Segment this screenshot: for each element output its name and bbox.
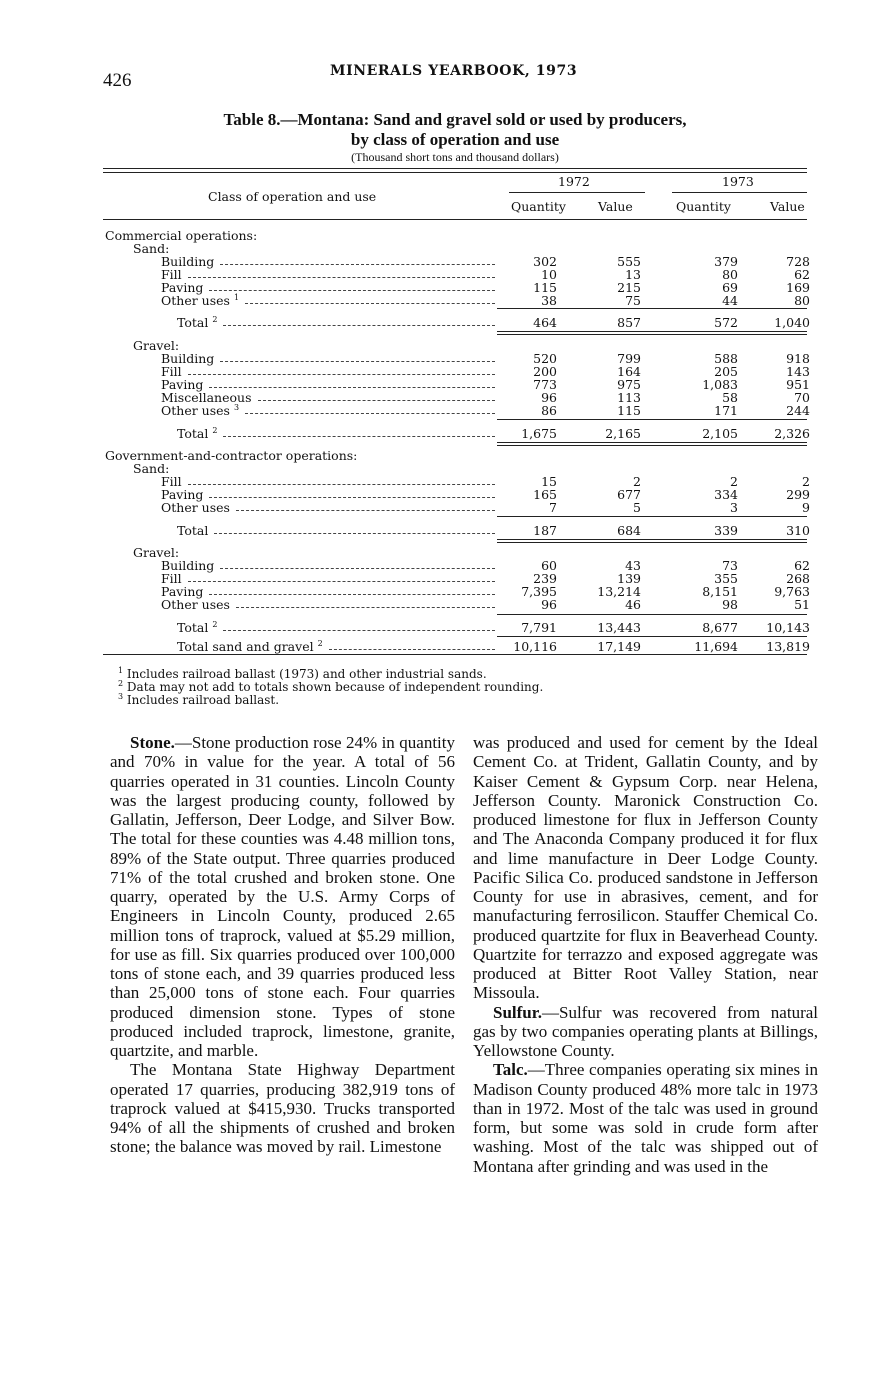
row-label: Paving xyxy=(161,280,204,295)
table-row xyxy=(0,242,871,255)
cell-value: 379 xyxy=(714,254,738,269)
dot-leader xyxy=(214,533,495,534)
dot-leader xyxy=(209,387,495,388)
year2-rule xyxy=(672,192,807,193)
table-title-line1: Table 8.—Montana: Sand and gravel sold or used by producers, xyxy=(223,110,687,129)
table-top-rule-2 xyxy=(103,172,807,173)
dot-leader xyxy=(209,290,495,291)
table-row xyxy=(0,281,871,294)
cell-value: 334 xyxy=(714,487,738,502)
row-label: Gravel: xyxy=(133,545,180,560)
page-number: 426 xyxy=(103,70,132,91)
cell-value: 9 xyxy=(802,500,810,515)
cell-value: 60 xyxy=(541,558,557,573)
table-row xyxy=(0,559,871,572)
cell-value: 69 xyxy=(722,280,738,295)
col-value-1972: Value xyxy=(598,199,633,214)
cell-value: 677 xyxy=(617,487,641,502)
row-label: Other uses xyxy=(161,597,230,612)
running-head: MINERALS YEARBOOK, 1973 xyxy=(330,63,578,79)
cell-value: 10,116 xyxy=(513,639,557,654)
table-rule xyxy=(497,331,807,332)
cell-value: 355 xyxy=(714,571,738,586)
row-label: Fill xyxy=(161,364,182,379)
row-label: Total $^2$ xyxy=(177,425,218,441)
dot-leader xyxy=(236,510,495,511)
table-row xyxy=(0,255,871,268)
cell-value: 96 xyxy=(541,390,557,405)
cell-value: 44 xyxy=(722,293,738,308)
cell-value: 728 xyxy=(786,254,810,269)
stone-paragraph-2: The Montana State Highway Department operated 17 quarries, producing 382,919 tons of traprock valued at $415,930. Trucks transported 94% of all the shipments of crushed and broken stone; the balance was moved by rail. Limestone xyxy=(110,1060,455,1157)
table-row xyxy=(0,640,871,653)
row-label: Paving xyxy=(161,584,204,599)
cell-value: 205 xyxy=(714,364,738,379)
cell-value: 951 xyxy=(786,377,810,392)
cell-value: 80 xyxy=(722,267,738,282)
cell-value: 572 xyxy=(714,315,738,330)
row-label: Fill xyxy=(161,474,182,489)
cell-value: 62 xyxy=(794,267,810,282)
cell-value: 7,395 xyxy=(521,584,557,599)
cell-value: 75 xyxy=(625,293,641,308)
row-label: Gravel: xyxy=(133,338,180,353)
table-row xyxy=(0,352,871,365)
table-row xyxy=(0,449,871,462)
row-label: Sand: xyxy=(133,241,170,256)
row-label: Miscellaneous xyxy=(161,390,252,405)
table-row xyxy=(0,621,871,634)
year2-header: 1973 xyxy=(722,174,754,189)
cell-value: 43 xyxy=(625,558,641,573)
row-label: Government-and-contractor operations: xyxy=(105,448,358,463)
cell-value: 13,443 xyxy=(597,620,641,635)
table-row xyxy=(0,229,871,242)
table-rule xyxy=(497,334,807,335)
dot-leader xyxy=(188,374,495,375)
cell-value: 73 xyxy=(722,558,738,573)
cell-value: 975 xyxy=(617,377,641,392)
row-label: Total sand and gravel $^2$ xyxy=(177,638,323,654)
footnote-2: $^2$ Data may not add to totals shown because of independent rounding. xyxy=(118,679,544,694)
cell-value: 8,677 xyxy=(702,620,738,635)
table-row xyxy=(0,585,871,598)
table-row xyxy=(0,404,871,417)
dot-leader xyxy=(329,649,495,650)
sulfur-paragraph: Sulfur.—Sulfur was recovered from natural gas by two companies operating plants at Billings, Yellowstone County. xyxy=(473,1002,818,1060)
table-rule xyxy=(497,539,807,540)
cell-value: 268 xyxy=(786,571,810,586)
stub-header: Class of operation and use xyxy=(208,189,377,204)
row-label: Sand: xyxy=(133,461,170,476)
row-label: Building xyxy=(161,351,215,366)
cell-value: 13,214 xyxy=(597,584,641,599)
cell-value: 2 xyxy=(633,474,641,489)
dot-leader xyxy=(209,497,495,498)
cell-value: 310 xyxy=(786,523,810,538)
table-row xyxy=(0,427,871,440)
dot-leader xyxy=(223,630,495,631)
table-rule xyxy=(497,445,807,446)
row-label: Other uses xyxy=(161,500,230,515)
cell-value: 139 xyxy=(617,571,641,586)
cell-value: 15 xyxy=(541,474,557,489)
cell-value: 773 xyxy=(533,377,557,392)
col-value-1973: Value xyxy=(770,199,805,214)
cell-value: 113 xyxy=(617,390,641,405)
cell-value: 2 xyxy=(802,474,810,489)
cell-value: 857 xyxy=(617,315,641,330)
row-label: Building xyxy=(161,558,215,573)
table-rule xyxy=(497,442,807,443)
row-label: Fill xyxy=(161,267,182,282)
cell-value: 1,040 xyxy=(774,315,810,330)
cell-value: 520 xyxy=(533,351,557,366)
cell-value: 200 xyxy=(533,364,557,379)
row-label: Commercial operations: xyxy=(105,228,258,243)
cell-value: 38 xyxy=(541,293,557,308)
cell-value: 1,083 xyxy=(702,377,738,392)
dot-leader xyxy=(223,325,495,326)
table-row xyxy=(0,391,871,404)
dot-leader xyxy=(188,484,495,485)
cell-value: 588 xyxy=(714,351,738,366)
footnote-1: $^1$ Includes railroad ballast (1973) and other industrial sands. xyxy=(118,666,487,681)
table-row xyxy=(0,365,871,378)
cell-value: 2 xyxy=(730,474,738,489)
cell-value: 302 xyxy=(533,254,557,269)
cell-value: 5 xyxy=(633,500,641,515)
col-quantity-1972: Quantity xyxy=(511,199,566,214)
cell-value: 10,143 xyxy=(766,620,810,635)
cell-value: 98 xyxy=(722,597,738,612)
cell-value: 10 xyxy=(541,267,557,282)
cell-value: 2,326 xyxy=(774,426,810,441)
table-rule xyxy=(103,654,807,655)
row-label: Paving xyxy=(161,377,204,392)
table-row xyxy=(0,488,871,501)
table-row xyxy=(0,501,871,514)
talc-paragraph: Talc.—Three companies operating six mines in Madison County produced 48% more talc in 1973 than in 1972. Most of the talc was used in ground form, but some was sold in crude form after washing. Most of the talc was shipped out of Montana after grinding and was used in the xyxy=(473,1060,818,1176)
dot-leader xyxy=(209,594,495,595)
cell-value: 799 xyxy=(617,351,641,366)
cell-value: 143 xyxy=(786,364,810,379)
cell-value: 17,149 xyxy=(597,639,641,654)
cell-value: 555 xyxy=(617,254,641,269)
cell-value: 80 xyxy=(794,293,810,308)
table-rule xyxy=(497,542,807,543)
cell-value: 299 xyxy=(786,487,810,502)
cell-value: 2,165 xyxy=(605,426,641,441)
table-row xyxy=(0,546,871,559)
header-bottom-rule xyxy=(103,219,807,220)
table-top-rule xyxy=(103,168,807,169)
table-row xyxy=(0,524,871,537)
cell-value: 7,791 xyxy=(521,620,557,635)
table-row xyxy=(0,316,871,329)
cell-value: 58 xyxy=(722,390,738,405)
col-quantity-1973: Quantity xyxy=(676,199,731,214)
cell-value: 62 xyxy=(794,558,810,573)
dot-leader xyxy=(245,303,495,304)
cell-value: 244 xyxy=(786,403,810,418)
table-row xyxy=(0,339,871,352)
cell-value: 169 xyxy=(786,280,810,295)
cell-value: 164 xyxy=(617,364,641,379)
table-title-line2: by class of operation and use xyxy=(350,130,560,149)
cell-value: 684 xyxy=(617,523,641,538)
stone-paragraph-3: was produced and used for cement by the Ideal Cement Co. at Trident, Gallatin County, and by Kaiser Cement & Gypsum Corp. near Helena, Jefferson County. Maronick Construction Co. produced limestone for flux in Jefferson County and The Anaconda Company produced it for flux and lime manufacture in Deer Lodge County. Pacific Silica Co. produced sandstone in Jefferson County for use in abrasives, cement, and for manufacturing ferrosilicon. Stauffer Chemical Co. produced quartzite for flux in Beaverhead County. Quartzite for terrazzo and exposed aggregate was produced at Bitter Root Valley Station, near Missoula. xyxy=(473,733,818,1003)
table-rule xyxy=(497,308,807,309)
left-column xyxy=(110,733,455,1157)
row-label: Fill xyxy=(161,571,182,586)
year1-rule xyxy=(509,192,645,193)
cell-value: 11,694 xyxy=(694,639,738,654)
cell-value: 187 xyxy=(533,523,557,538)
cell-value: 1,675 xyxy=(521,426,557,441)
row-label: Other uses $^3$ xyxy=(161,402,240,418)
dot-leader xyxy=(220,361,495,362)
table-row xyxy=(0,598,871,611)
table-rule xyxy=(497,419,807,420)
cell-value: 171 xyxy=(714,403,738,418)
cell-value: 13 xyxy=(625,267,641,282)
cell-value: 339 xyxy=(714,523,738,538)
cell-value: 215 xyxy=(617,280,641,295)
cell-value: 115 xyxy=(617,403,641,418)
cell-value: 7 xyxy=(549,500,557,515)
cell-value: 46 xyxy=(625,597,641,612)
table-row xyxy=(0,268,871,281)
dot-leader xyxy=(223,436,495,437)
table-row xyxy=(0,462,871,475)
row-label: Total $^2$ xyxy=(177,314,218,330)
table-rule xyxy=(497,636,807,637)
cell-value: 8,151 xyxy=(702,584,738,599)
cell-value: 86 xyxy=(541,403,557,418)
cell-value: 239 xyxy=(533,571,557,586)
dot-leader xyxy=(188,581,495,582)
dot-leader xyxy=(220,264,495,265)
row-label: Other uses $^1$ xyxy=(161,292,240,308)
cell-value: 165 xyxy=(533,487,557,502)
cell-value: 115 xyxy=(533,280,557,295)
cell-value: 2,105 xyxy=(702,426,738,441)
cell-value: 51 xyxy=(794,597,810,612)
dot-leader xyxy=(258,400,495,401)
dot-leader xyxy=(188,277,495,278)
table-rule xyxy=(497,516,807,517)
cell-value: 464 xyxy=(533,315,557,330)
cell-value: 13,819 xyxy=(766,639,810,654)
table-row xyxy=(0,572,871,585)
cell-value: 96 xyxy=(541,597,557,612)
year1-header: 1972 xyxy=(558,174,590,189)
dot-leader xyxy=(220,568,495,569)
cell-value: 70 xyxy=(794,390,810,405)
table-units: (Thousand short tons and thousand dollars) xyxy=(351,150,559,164)
table-row xyxy=(0,378,871,391)
row-label: Total xyxy=(177,523,209,538)
right-column xyxy=(473,733,818,1176)
table-rule xyxy=(497,614,807,615)
dot-leader xyxy=(245,413,495,414)
stone-paragraph-1: Stone.—Stone production rose 24% in quantity and 70% in value for the year. A total of 56 quarries operated in 31 counties. Lincoln County was the largest producing county, followed by Gallatin, Jefferson, Deer Lodge, and Silver Bow. The total for these counties was 4.48 million tons, 89% of the State output. Three quarries produced 71% of the total crushed and broken stone. One quarry, operated by the U.S. Army Corps of Engineers in Lincoln County, produced 2.65 million tons of traprock, valued at $5.29 million, for use as fill. Six quarries produced over 100,000 tons of stone each, and 39 quarries produced less than 25,000 tons of stone each. Four quarries produced dimension stone. Types of stone produced included traprock, limestone, granite, quartzite, and marble. xyxy=(110,733,455,1060)
footnote-3: $^3$ Includes railroad ballast. xyxy=(118,692,280,707)
cell-value: 918 xyxy=(786,351,810,366)
cell-value: 3 xyxy=(730,500,738,515)
row-label: Total $^2$ xyxy=(177,619,218,635)
table-row xyxy=(0,475,871,488)
row-label: Paving xyxy=(161,487,204,502)
dot-leader xyxy=(236,607,495,608)
row-label: Building xyxy=(161,254,215,269)
table-row xyxy=(0,294,871,307)
cell-value: 9,763 xyxy=(774,584,810,599)
